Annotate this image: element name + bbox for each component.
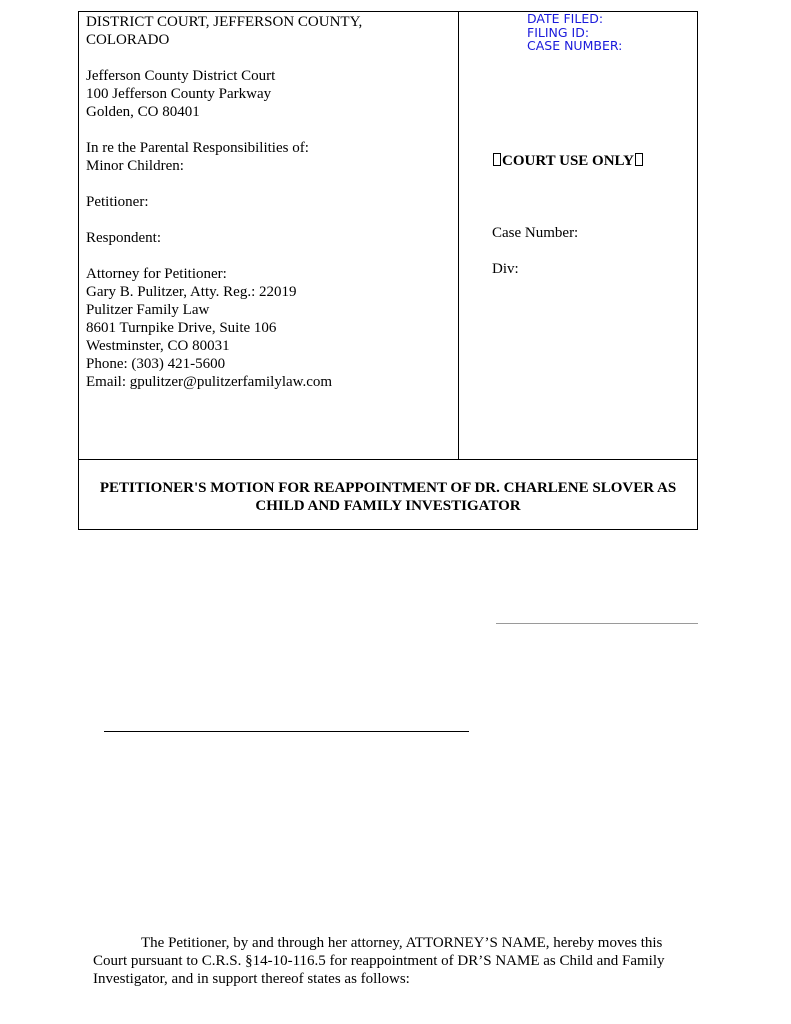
caption-right-column <box>459 12 697 459</box>
court-use-only-text: COURT USE ONLY <box>502 153 635 169</box>
box-glyph-icon <box>493 153 501 166</box>
stamp-filing-id: FILING ID: <box>527 24 590 40</box>
court-heading-line2: COLORADO <box>86 32 170 48</box>
motion-title-line2: CHILD AND FAMILY INVESTIGATOR <box>255 498 521 514</box>
court-heading-line1: DISTRICT COURT, JEFFERSON COUNTY, <box>86 14 363 30</box>
motion-title-line1: PETITIONER'S MOTION FOR REAPPOINTMENT OF DR. CHARLENE SLOVER AS <box>99 480 677 496</box>
attorney-address-line2: Westminster, CO 80031 <box>86 338 230 354</box>
attorney-heading: Attorney for Petitioner: <box>86 266 227 282</box>
paragraph-line1: The Petitioner, by and through her attorney, ATTORNEY’S NAME, hereby moves this <box>141 935 663 951</box>
paragraph-line3: Investigator, and in support thereof states as follows: <box>93 971 410 987</box>
court-use-only-label <box>492 152 644 170</box>
stamp-case-number: CASE NUMBER: <box>527 38 623 53</box>
stamp-date-filed: DATE FILED: <box>527 11 604 26</box>
signature-line-left <box>104 731 469 732</box>
motion-title <box>79 459 697 529</box>
in-re-line: In re the Parental Responsibilities of: <box>86 140 309 156</box>
court-name: Jefferson County District Court <box>86 68 276 84</box>
court-address-line1: 100 Jefferson County Parkway <box>86 86 272 102</box>
attorney-phone: Phone: (303) 421-5600 <box>86 356 226 372</box>
case-number-label: Case Number: <box>492 225 579 241</box>
paragraph-line2: Court pursuant to C.R.S. §14-10-116.5 for reappointment of DR’S NAME as Child and Family <box>93 953 665 969</box>
case-caption-table <box>78 11 698 530</box>
opening-paragraph <box>93 934 693 988</box>
court-address-line2: Golden, CO 80401 <box>86 104 200 120</box>
minor-children-label: Minor Children: <box>86 158 184 174</box>
attorney-firm: Pulitzer Family Law <box>86 302 210 318</box>
division-label: Div: <box>492 261 519 277</box>
respondent-label: Respondent: <box>86 230 161 246</box>
filing-stamp <box>527 12 622 53</box>
signature-line-right <box>496 623 698 624</box>
box-glyph-icon <box>635 153 643 166</box>
attorney-email: Email: gpulitzer@pulitzerfamilylaw.com <box>86 374 333 390</box>
attorney-name: Gary B. Pulitzer, Atty. Reg.: 22019 <box>86 284 297 300</box>
attorney-address-line1: 8601 Turnpike Drive, Suite 106 <box>86 320 277 336</box>
caption-left-column <box>79 12 459 459</box>
petitioner-label: Petitioner: <box>86 194 149 210</box>
